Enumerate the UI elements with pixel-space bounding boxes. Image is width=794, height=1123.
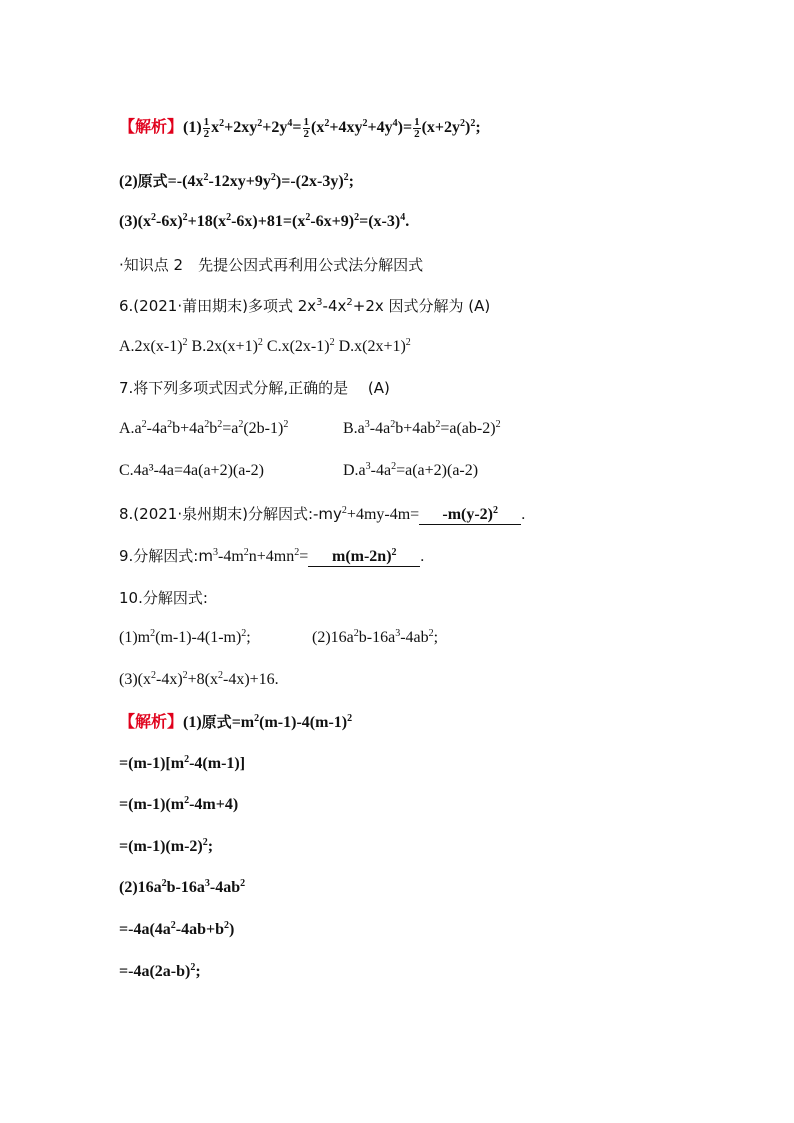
solution-tag: 【解析】: [119, 117, 184, 136]
solution-part-2: (2)原式$=-(4x^2-12xy+9y^2)=-(2x-3y)^2$;: [119, 172, 354, 190]
question-10-part-3: $(3)(x^2-4x)^2+8(x^2-4x)+16$.: [119, 670, 279, 688]
knowledge-point-heading: ·知识点 2 先提公因式再利用公式法分解因式: [119, 256, 424, 274]
question-7-option-d: $D.a^3-4a^2=a(a+2)(a-2)$: [343, 461, 479, 479]
question-10-part-2: $(2)16a^2b-16a^3-4ab^2$;: [312, 628, 439, 646]
question-9: 9.分解因式$:m^3-4m^2n+4mn^2= m(m-2n)^2$ .: [119, 547, 425, 565]
question-6-options: $A.2x(x-1)^2$ $B.2x(x+1)^2$ $C.x(2x-1)^2$ $D.x(2x+1)^2$: [119, 337, 411, 355]
question-10: 10.分解因式:: [119, 589, 208, 607]
solution-step-7: $=-4a(2a-b)^2$;: [119, 962, 201, 980]
solution-step-3: $=(m-1)(m^2-4m+4)$: [119, 795, 239, 813]
solution-part-1: 【解析】(1) $\frac{1}{2}$ $x^2+2xy^2+2y^4=$ $\frac{1}{2}$ $(x^2+4xy^2+4y^4)=$ $\frac{1}{2}$ $(x+2y^2)^2$;: [119, 115, 481, 140]
solution-step-2: $=(m-1)[m^2-4(m-1)]$: [119, 754, 246, 772]
solution-part-3: $(3)(x^2-6x)^2+18(x^2-6x)+81=(x^2-6x+9)^2=(x-3)^4$.: [119, 212, 410, 230]
solution-tag: 【解析】: [119, 712, 184, 731]
question-7-option-c: C.4a³-4a=4a(a+2)(a-2): [119, 462, 264, 479]
question-7-option-a: $A.a^2-4a^2b+4a^2b^2=a^2(2b-1)^2$: [119, 419, 289, 437]
fraction-half: $\frac{1}{2}$: [414, 115, 420, 140]
question-7: 7.将下列多项式因式分解,正确的是 (A): [119, 379, 390, 397]
question-7-option-b: $B.a^3-4a^2b+4ab^2=a(ab-2)^2$: [343, 419, 501, 437]
solution-step-1: 【解析】(1)原式$=m^2(m-1)-4(m-1)^2$: [119, 712, 353, 731]
answer-blank: $-m(y-2)^2$: [419, 506, 521, 525]
answer-blank: $m(m-2n)^2$: [308, 548, 420, 567]
question-8: 8.(2021·泉州期末)分解因式$:-my^2+4my-4m= -m(y-2)^2$ .: [119, 505, 526, 523]
question-6: 6.(2021·莆田期末)多项式 $2x^3-4x^2+2x$ 因式分解为 (A): [119, 297, 491, 315]
fraction-half: $\frac{1}{2}$: [303, 115, 310, 140]
solution-step-5: $(2)16a^2b-16a^3-4ab^2$: [119, 878, 246, 896]
solution-step-6: $=-4a(4a^2-4ab+b^2)$: [119, 920, 235, 938]
question-10-part-1: $(1)m^2(m-1)-4(1-m)^2$;: [119, 628, 251, 646]
solution-step-4: $=(m-1)(m-2)^2$;: [119, 837, 214, 855]
fraction-half: $\frac{1}{2}$: [203, 115, 210, 140]
